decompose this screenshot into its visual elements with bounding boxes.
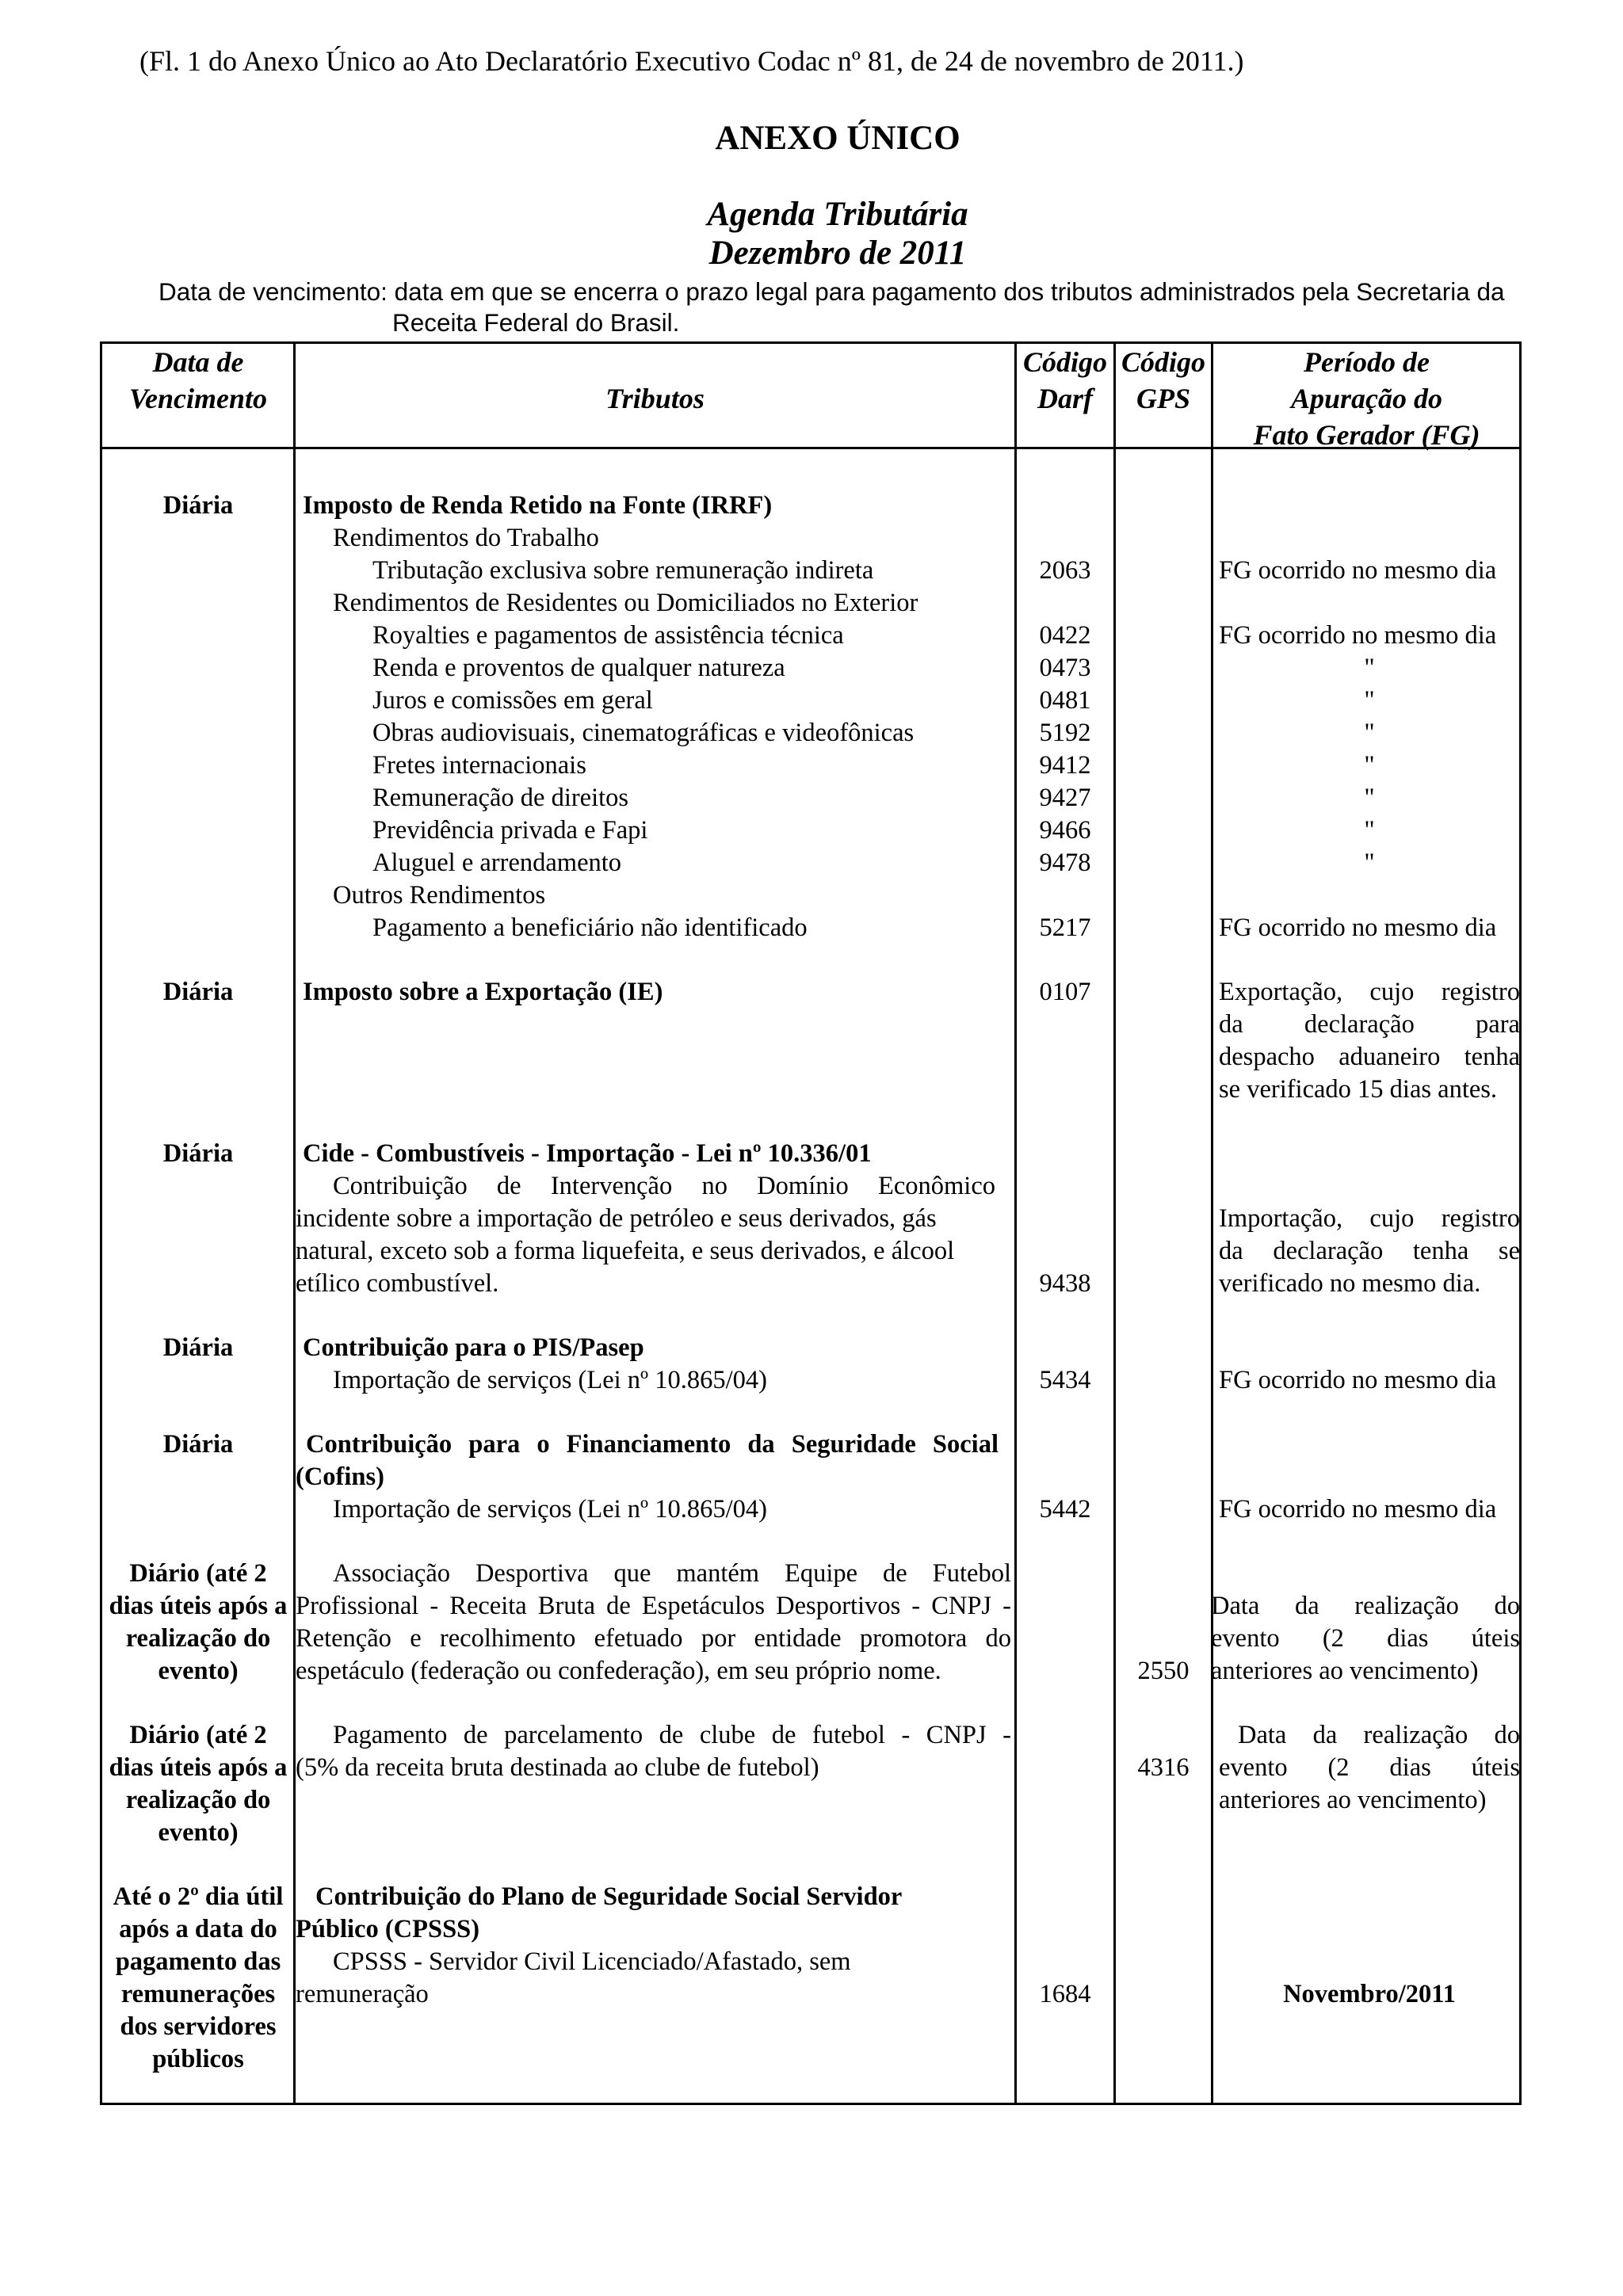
fg-period: " [1364,719,1375,747]
darf-code: 5192 [1039,719,1091,747]
fg-period: FG ocorrido no mesmo dia [1219,556,1497,585]
due-date-line: evento) [158,1657,239,1685]
darf-code: 0422 [1039,621,1091,650]
fg-period: FG ocorrido no mesmo dia [1219,1366,1497,1394]
due-date-line: evento) [158,1818,239,1847]
column-header-darf [1017,344,1113,417]
fg-period: Data da realização do [1211,1592,1520,1620]
due-date-line: Diário (até 2 [129,1721,267,1749]
due-date: Diária [162,491,234,520]
darf-code: 2063 [1039,556,1091,585]
column-header-darf-line1: Código [1022,346,1107,378]
tax-description: Contribuição de Intervenção no Domínio Econômico [333,1172,995,1200]
fg-period: " [1364,751,1375,780]
fg-period: " [1364,849,1375,877]
tax-title: Imposto sobre a Exportação (IE) [303,978,663,1006]
darf-code: 0473 [1039,654,1091,682]
due-date-line: dias úteis após a [109,1753,288,1782]
due-date: Diária [162,978,234,1006]
column-header-period-line1: Período de [1304,346,1430,378]
darf-code: 9427 [1039,784,1091,812]
due-date-line: pagamento das [115,1947,281,1976]
column-divider [1014,341,1017,2105]
tax-item: Pagamento a beneficiário não identificado [372,913,808,942]
tax-subgroup: Rendimentos do Trabalho [333,524,599,552]
tax-description: CPSSS - Servidor Civil Licenciado/Afastado, sem [333,1947,851,1976]
due-date: Diária [162,1139,234,1168]
fg-period: evento (2 dias úteis [1219,1753,1520,1782]
tax-description: Retenção e recolhimento efetuado por entidade promotora do [296,1624,1011,1653]
due-date-line: remunerações [120,1980,276,2008]
due-date-line: realização do [125,1786,271,1814]
fg-period: " [1364,654,1375,682]
tax-item: Juros e comissões em geral [372,686,653,715]
fg-period: Data da realização do [1238,1721,1520,1749]
due-date-line: realização do [125,1624,271,1653]
tax-title: Contribuição do Plano de Seguridade Social Servidor [315,1882,903,1911]
description-line-2: Receita Federal do Brasil. [392,308,680,337]
fg-period: FG ocorrido no mesmo dia [1219,621,1497,650]
fg-period: " [1364,784,1375,812]
due-date-line: públicos [152,2045,244,2073]
darf-code: 5217 [1039,913,1091,942]
fg-period: despacho aduaneiro tenha [1219,1043,1520,1071]
fg-period: Novembro/2011 [1283,1980,1456,2008]
tax-title: Contribuição para o PIS/Pasep [303,1333,644,1362]
column-divider [1113,341,1116,2105]
column-header-date [102,344,294,417]
column-header-tributos: Tributos [605,383,705,414]
tax-item: Remuneração de direitos [372,784,629,812]
due-date-line: Diário (até 2 [129,1559,267,1588]
tax-title: Imposto de Renda Retido na Fonte (IRRF) [303,491,773,520]
due-date [102,1881,294,2076]
darf-code: 5434 [1039,1366,1091,1394]
due-date-line: após a data do [119,1915,277,1943]
tax-item: Aluguel e arrendamento [372,849,622,877]
tax-item: Importação de serviços (Lei nº 10.865/04) [333,1495,767,1524]
tax-description: remuneração [296,1980,429,2008]
page-header-note: (Fl. 1 do Anexo Único ao Ato Declaratório Executivo Codac nº 81, de 24 de novembro de 2011.) [139,45,1244,77]
tax-item: Royalties e pagamentos de assistência técnica [372,621,844,650]
fg-period: da declaração para [1219,1010,1520,1039]
agenda-title: Agenda Tributária [707,196,968,233]
tax-title: (Cofins) [296,1463,384,1491]
darf-code: 9478 [1039,849,1091,877]
due-date: Diária [162,1333,234,1362]
darf-code: 5442 [1039,1495,1091,1524]
tax-title: Contribuição para o Financiamento da Seguridade Social [306,1430,999,1459]
due-date [102,1558,294,1688]
column-divider [1211,341,1213,2105]
darf-code: 9438 [1039,1269,1091,1298]
column-header-date-line1: Data de [152,346,244,378]
tax-description: Profissional - Receita Bruta de Espetáculos Desportivos - CNPJ - [296,1592,1011,1620]
month-title: Dezembro de 2011 [708,235,967,272]
column-header-gps [1116,344,1211,417]
darf-code: 1684 [1039,1980,1091,2008]
tax-description: incidente sobre a importação de petróleo e seus derivados, gás [296,1204,937,1233]
due-date [102,1719,294,1849]
tax-item: Importação de serviços (Lei nº 10.865/04) [333,1366,767,1394]
fg-period: Importação, cujo registro [1219,1204,1520,1233]
tax-subgroup: Rendimentos de Residentes ou Domiciliados no Exterior [333,589,918,617]
tax-description: natural, exceto sob a forma liquefeita, e seus derivados, e álcool [296,1237,955,1265]
due-date: Diária [162,1430,234,1459]
column-header-gps-line1: Código [1121,346,1205,378]
fg-period: FG ocorrido no mesmo dia [1219,913,1497,942]
fg-period: verificado no mesmo dia. [1219,1269,1481,1298]
fg-period: evento (2 dias úteis [1211,1624,1520,1653]
tax-item: Renda e proventos de qualquer natureza [372,654,785,682]
tax-item: Fretes internacionais [372,751,586,780]
due-date-line: dos servidores [120,2012,277,2041]
tax-item: Previdência privada e Fapi [372,816,648,845]
column-header-period-line3: Fato Gerador (FG) [1253,419,1480,451]
tax-title: Público (CPSSS) [296,1915,480,1943]
fg-period: " [1364,816,1375,845]
tax-item: Obras audiovisuais, cinematográficas e videofônicas [372,719,915,747]
column-header-gps-line2: GPS [1136,383,1190,414]
annex-title: ANEXO ÚNICO [715,120,960,157]
fg-period: Exportação, cujo registro [1219,978,1520,1006]
tax-subgroup: Outros Rendimentos [333,881,546,910]
column-header-period [1213,344,1520,453]
tax-description: Associação Desportiva que mantém Equipe de Futebol [333,1559,1011,1588]
tax-description: (5% da receita bruta destinada ao clube de futebol) [296,1753,819,1782]
column-header-date-line2: Vencimento [128,383,267,414]
tax-description: etílico combustível. [296,1269,499,1298]
column-header-darf-line2: Darf [1037,383,1093,414]
fg-period: da declaração tenha se [1219,1237,1520,1265]
darf-code: 0107 [1039,978,1091,1006]
gps-code: 2550 [1137,1657,1190,1685]
column-header-period-line2: Apuração do [1290,383,1443,414]
fg-period: se verificado 15 dias antes. [1219,1075,1498,1104]
description-line-1: Data de vencimento: data em que se encerra o prazo legal para pagamento dos tributos administrados pela Secretaria da [158,277,1505,306]
darf-code: 0481 [1039,686,1091,715]
due-date-line: dias úteis após a [109,1592,288,1620]
tax-description: espetáculo (federação ou confederação), em seu próprio nome. [296,1657,941,1685]
fg-period: " [1364,686,1375,715]
fg-period: FG ocorrido no mesmo dia [1219,1495,1497,1524]
tax-description: Pagamento de parcelamento de clube de futebol - CNPJ - [333,1721,1011,1749]
gps-code: 4316 [1137,1753,1190,1782]
due-date-line: Até o 2º dia útil [113,1882,284,1911]
darf-code: 9412 [1039,751,1091,780]
darf-code: 9466 [1039,816,1091,845]
tax-item: Tributação exclusiva sobre remuneração indireta [372,556,874,585]
tax-title: Cide - Combustíveis - Importação - Lei nº 10.336/01 [303,1139,872,1168]
fg-period: anteriores ao vencimento) [1219,1786,1487,1814]
fg-period: anteriores ao vencimento) [1211,1657,1479,1685]
